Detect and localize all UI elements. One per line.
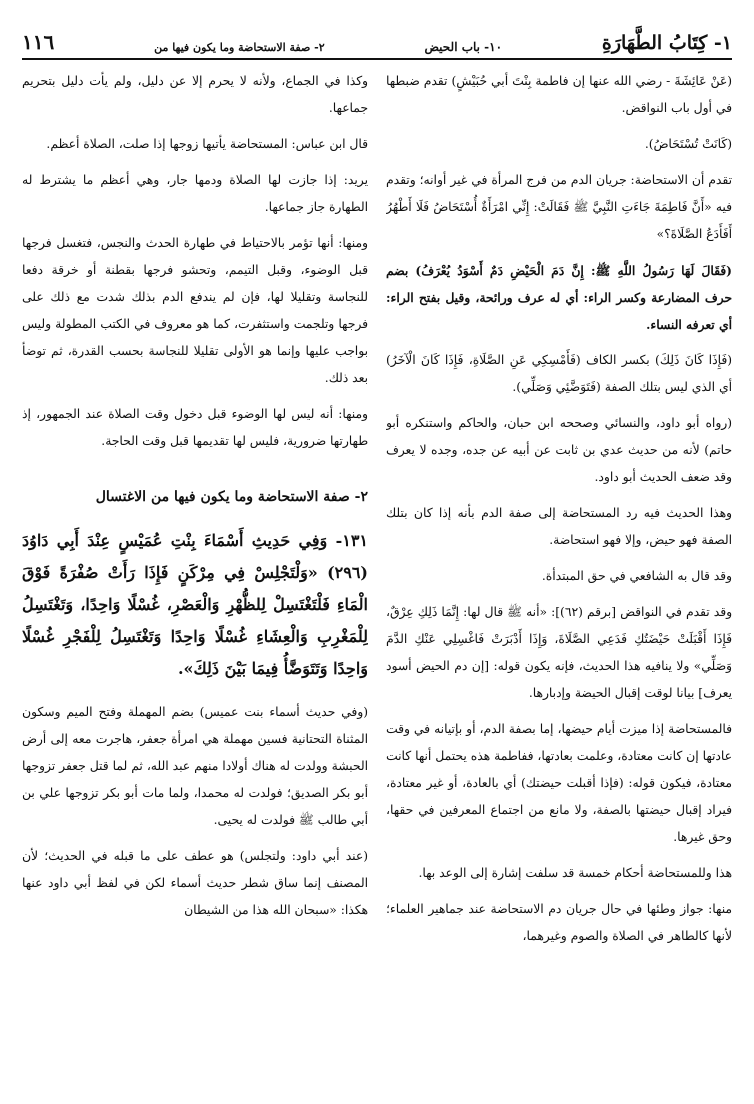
paragraph: وهذا الحديث فيه رد المستحاضة إلى صفة الدم بأنه إذا كان بتلك الصفة فهو حيض، وإلا فهو استحاضة. (386, 506, 732, 547)
paragraph: هذا وللمستحاضة أحكام خمسة قد سلفت إشارة إلى الوعد بها. (418, 866, 732, 880)
paragraph: ومنها: أنه ليس لها الوضوء قبل دخول وقت الصلاة عند الجمهور، إذ طهارتها ضرورية، فليس لها تقديمها قبل وقت الحاجة. (22, 407, 368, 448)
paragraph: قال ابن عباس: المستحاضة يأتيها زوجها إذا صلت، الصلاة أعظم. (46, 137, 368, 151)
paragraph: (رواه أبو داود، والنسائي وصححه ابن حبان، والحاكم واستنكره أبو حاتم) لأنه من حديث عدي بن ثابت عن أبيه عن جده، وجده لا يعرف وقد ضعف الحديث أبو داود. (386, 416, 732, 484)
left-column (22, 68, 368, 1090)
paragraph: (وفي حديث أسماء بنت عميس) بضم المهملة وفتح الميم وسكون المثناة التحتانية فسين مهملة هي امرأة جعفر، هاجرت معه إلى أرض الحبشة وولدت له هناك أولادا منهم عبد الله، ثم لما قتل جعفر تزوجها أبو بكر الصديق؛ فولدت له محمدا، ولما مات أبو بكر تزوجها علي بن أبي طالب ﷺ فولدت له يحيى. (22, 705, 368, 827)
right-column (386, 68, 732, 1090)
section-heading: ٢- صفة الاستحاضة وما يكون فيها من الاغتسال (95, 489, 368, 505)
page-body (22, 68, 732, 1090)
page-number: ١١٦ (22, 30, 55, 54)
paragraph: تقدم أن الاستحاضة: جريان الدم من فرج المرأة في غير أوانه؛ وتقدم فيه «أَنَّ فَاطِمَةَ جَاءَتِ النَّبِيَّ ﷺ فَقَالَتْ: إِنِّي امْرَأَةٌ أُسْتَحَاضُ فَلَا أَطْهُرُ أَفَأَدَعُ الصَّلَاةَ؟» (386, 173, 732, 241)
page-header (22, 18, 732, 60)
paragraph: (فَإِذَا كَانَ ذَلِكَ) بكسر الكاف (فَأَمْسِكِي عَنِ الصَّلَاةِ، فَإِذَا كَانَ الْآخَرُ) أي الذي ليس بتلك الصفة (فَتَوَضَّئِي وَصَلِّي). (386, 353, 732, 394)
paragraph: وكذا في الجماع، ولأنه لا يحرم إلا عن دليل، ولم يأت دليل بتحريم جماعها. (22, 74, 368, 115)
hadith-text: ١٣١- وَفِي حَدِيثِ أَسْمَاءَ بِنْتِ عُمَيْسٍ عِنْدَ أَبِي دَاوُدَ (٢٩٦) «وَلْتَجْلِسْ فِي مِرْكَنٍ فَإِذَا رَأَتْ صُفْرَةً فَوْقَ الْمَاءِ فَلْتَغْتَسِلْ لِلظُّهْرِ وَالْعَصْرِ، غُسْلًا وَاحِدًا، وَتَغْتَسِلُ لِلْمَغْرِبِ وَالْعِشَاءِ غُسْلًا وَاحِدًا وَتَغْتَسِلُ لِلْفَجْرِ غُسْلًا وَاحِدًا وَتَتَوَضَّأُ فِيمَا بَيْنَ ذَلِكَ». (22, 531, 368, 678)
paragraph: (عَنْ عَائِشَةَ - رضي الله عنها إن فاطمة بِنْتَ أبي حُبَيْشٍ) تقدم ضبطها في أول باب النواقض. (386, 74, 732, 115)
paragraph: يريد: إذا جازت لها الصلاة ودمها جار، وهي أعظم ما يشترط له الطهارة جاز جماعها. (22, 173, 368, 214)
paragraph: منها: جواز وطئها في حال جريان دم الاستحاضة عند جماهير العلماء؛ لأنها كالطاهر في الصلاة والصوم وغيرهما، (386, 902, 732, 943)
paragraph: وقد قال به الشافعي في حق المبتدأة. (541, 569, 732, 583)
paragraph: (فَقَالَ لَهَا رَسُولُ اللَّهِ ﷺ: إِنَّ دَمَ الْحَيْضِ دَمٌ أَسْوَدُ يُعْرَفُ) بضم حرف المضارعة وكسر الراء: أي له عرف ورائحة، وقيل بفتح الراء: أي تعرفه النساء. (386, 263, 732, 332)
paragraph: وقد تقدم في النواقض [برقم (٦٢)]: «أنه ﷺ قال لها: إِنَّمَا ذَلِكِ عِرْقٌ، فَإِذَا أَقْبَلَتْ حَيْضَتُكِ فَدَعِي الصَّلَاةَ، وَإِذَا أَدْبَرَتْ فَاغْسِلِي عَنْكِ الدَّمَ وَصَلِّي» ولا ينافيه هذا الحديث، فإنه يكون قوله: [إن دم الحيض أسود يعرف] بيانا لوقت إقبال الحيضة وإدبارها. (386, 605, 732, 700)
paragraph: فالمستحاضة إذا ميزت أيام حيضها، إما بصفة الدم، أو بإتيانه في وقت عادتها إن كانت معتادة، وعلمت بعادتها، ففاطمة هذه يحتمل أنها كانت معتادة، فيكون قوله: (فإذا أقبلت حيضتك) أي بالعادة، أو غير معتادة، فيراد إقبال حيضتها بالصفة، ولا مانع من اجتماع المعرفين في حقها، وحق غيرها. (386, 722, 732, 844)
chapter-title: ١٠- باب الحيض (424, 40, 503, 54)
book-title: ١- كِتَابُ الطَّهَارَةِ (601, 32, 732, 54)
paragraph: (كَانَتْ تُسْتَحَاضُ). (644, 137, 732, 151)
paragraph: (عند أبي داود: ولتجلس) هو عطف على ما قبله في الحديث؛ لأن المصنف إنما ساق شطر حديث أسماء لكن في لفظ أبي داود عنها هكذا: «سبحان الله هذا من الشيطان (22, 849, 368, 917)
paragraph: ومنها: أنها تؤمر بالاحتياط في طهارة الحدث والنجس، فتغسل فرجها قبل الوضوء، وقبل التيمم، وتحشو فرجها بقطنة أو خرقة دفعا للنجاسة وتقليلا لها، فإن لم يندفع الدم بذلك شدت مع ذلك على فرجها وتلجمت واستثفرت، كما هو معروف في الكتب المطولة وليس بواجب عليها وإنما هو الأولى تقليلا للنجاسة بحسب القدرة، ثم توضأ بعد ذلك. (22, 236, 368, 385)
section-running-title: ٢- صفة الاستحاضة وما يكون فيها من (154, 41, 325, 54)
